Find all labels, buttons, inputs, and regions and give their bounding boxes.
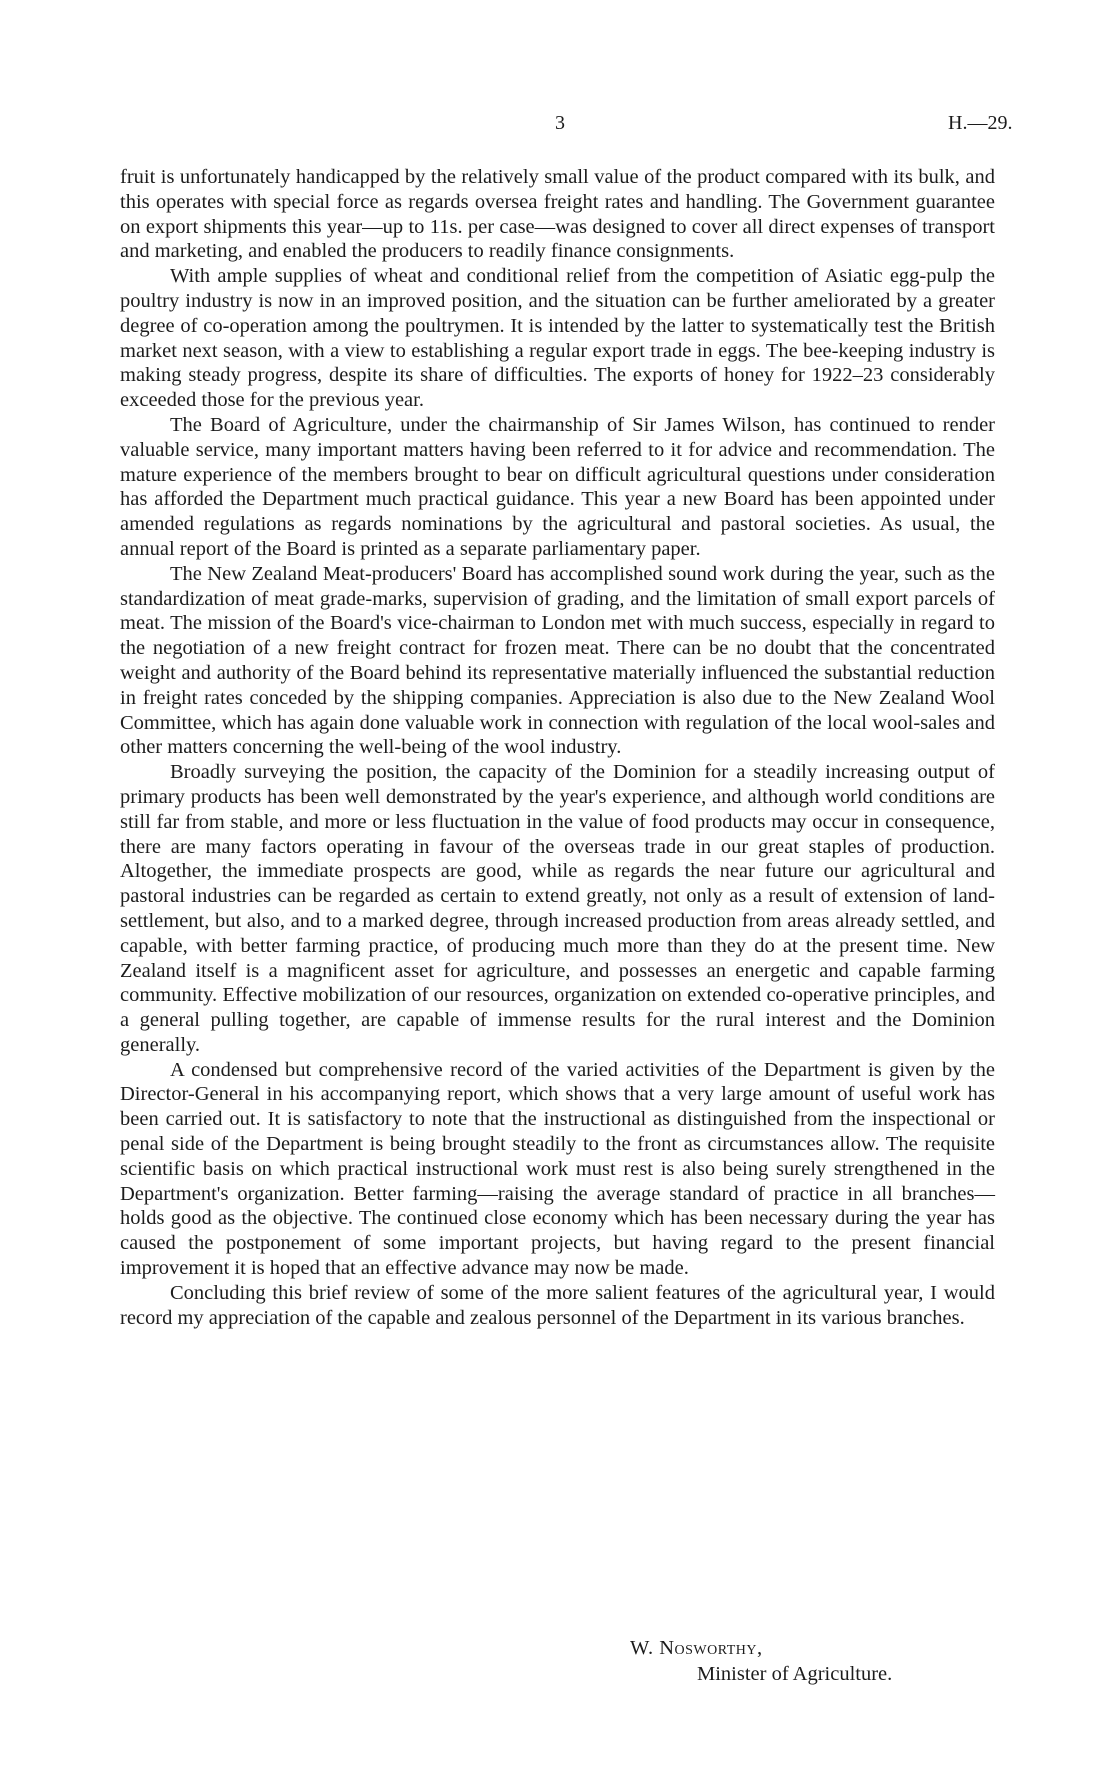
signatory-title: Minister of Agriculture.	[697, 1663, 893, 1685]
paragraph-fruit-export: fruit is unfortunately handicapped by the relatively small value of the product compared with its bulk, and this operates with special force as regards oversea freight rates and handling. The Government guarantee on export shipments this year—up to 11s. per case—was designed to cover all direct expenses of transport and marketing, and enabled the producers to readily finance consignments.	[120, 166, 995, 263]
document-reference: H.—29.	[948, 112, 1013, 134]
paragraph-department-record: A condensed but comprehensive record of the varied activities of the Department is given by the Director-General in his accompanying report, which shows that a very large amount of useful work has been carried out. It is satisfactory to note that the instructional as distinguished from the inspectional or penal side of the Department is being brought steadily to the front as circumstances allow. The requisite scientific basis on which practical instructional work must rest is also being surely strengthened in the Department's organization. Better farming—raising the average standard of practice in all branches—holds good as the objective. The continued close economy which has been necessary during the year has caused the postponement of some important projects, but having regard to the present financial improvement it is hoped that an effective advance may now be made.	[120, 1058, 995, 1280]
page-number: 3	[555, 112, 565, 134]
paragraph-board-of-agriculture: The Board of Agriculture, under the chairmanship of Sir James Wilson, has continued to render valuable service, many important matters having been referred to it for advice and recommendation. The mature experience of the members brought to bear on difficult agricultural questions under consideration has afforded the Department much practical guidance. This year a new Board has been appointed under amended regulations as regards nominations by the agricultural and pastoral societies. As usual, the annual report of the Board is printed as a separate parliamentary paper.	[120, 413, 995, 560]
signatory-name: W. Nosworthy,	[630, 1637, 763, 1659]
paragraph-conclusion: Concluding this brief review of some of the more salient features of the agricultural year, I would record my appreciation of the capable and zealous personnel of the Department in its various branches.	[120, 1281, 995, 1329]
paragraph-poultry-industry: With ample supplies of wheat and conditional relief from the competition of Asiatic egg-pulp the poultry industry is now in an improved position, and the situation can be further ameliorated by a greater degree of co-operation among the poultrymen. It is intended by the latter to systematically test the British market next season, with a view to establishing a regular export trade in eggs. The bee-keeping industry is making steady progress, despite its share of difficulties. The exports of honey for 1922–23 considerably exceeded those for the previous year.	[120, 265, 995, 412]
body-text	[120, 165, 995, 1330]
signature-block	[630, 1635, 1010, 1687]
page-header	[0, 112, 1114, 142]
paragraph-dominion-position: Broadly surveying the position, the capacity of the Dominion for a steadily increasing output of primary products has been well demonstrated by the year's experience, and although world conditions are still far from stable, and more or less fluctuation in the value of food products may occur in consequence, there are many factors operating in favour of the overseas trade in our great staples of production. Altogether, the immediate prospects are good, while as regards the near future our agricultural and pastoral industries can be regarded as certain to extend greatly, not only as a result of extension of land-settlement, but also, and to a marked degree, through increased production from areas already settled, and capable, with better farming practice, of producing much more than they do at the present time. New Zealand itself is a magnificent asset for agriculture, and possesses an energetic and capable farming community. Effective mobilization of our resources, organization on extended co-operative principles, and a general pulling together, are capable of immense results for the rural interest and the Dominion generally.	[120, 761, 995, 1056]
paragraph-meat-producers-board: The New Zealand Meat-producers' Board has accomplished sound work during the year, such as the standardization of meat grade-marks, supervision of grading, and the limitation of small export parcels of meat. The mission of the Board's vice-chairman to London met with much success, especially in regard to the negotiation of a new freight contract for frozen meat. There can be no doubt that the concentrated weight and authority of the Board behind its representative materially influenced the substantial reduction in freight rates conceded by the shipping companies. Appreciation is also due to the New Zealand Wool Committee, which has again done valuable work in connection with regulation of the local wool-sales and other matters concerning the well-being of the wool industry.	[120, 562, 995, 759]
